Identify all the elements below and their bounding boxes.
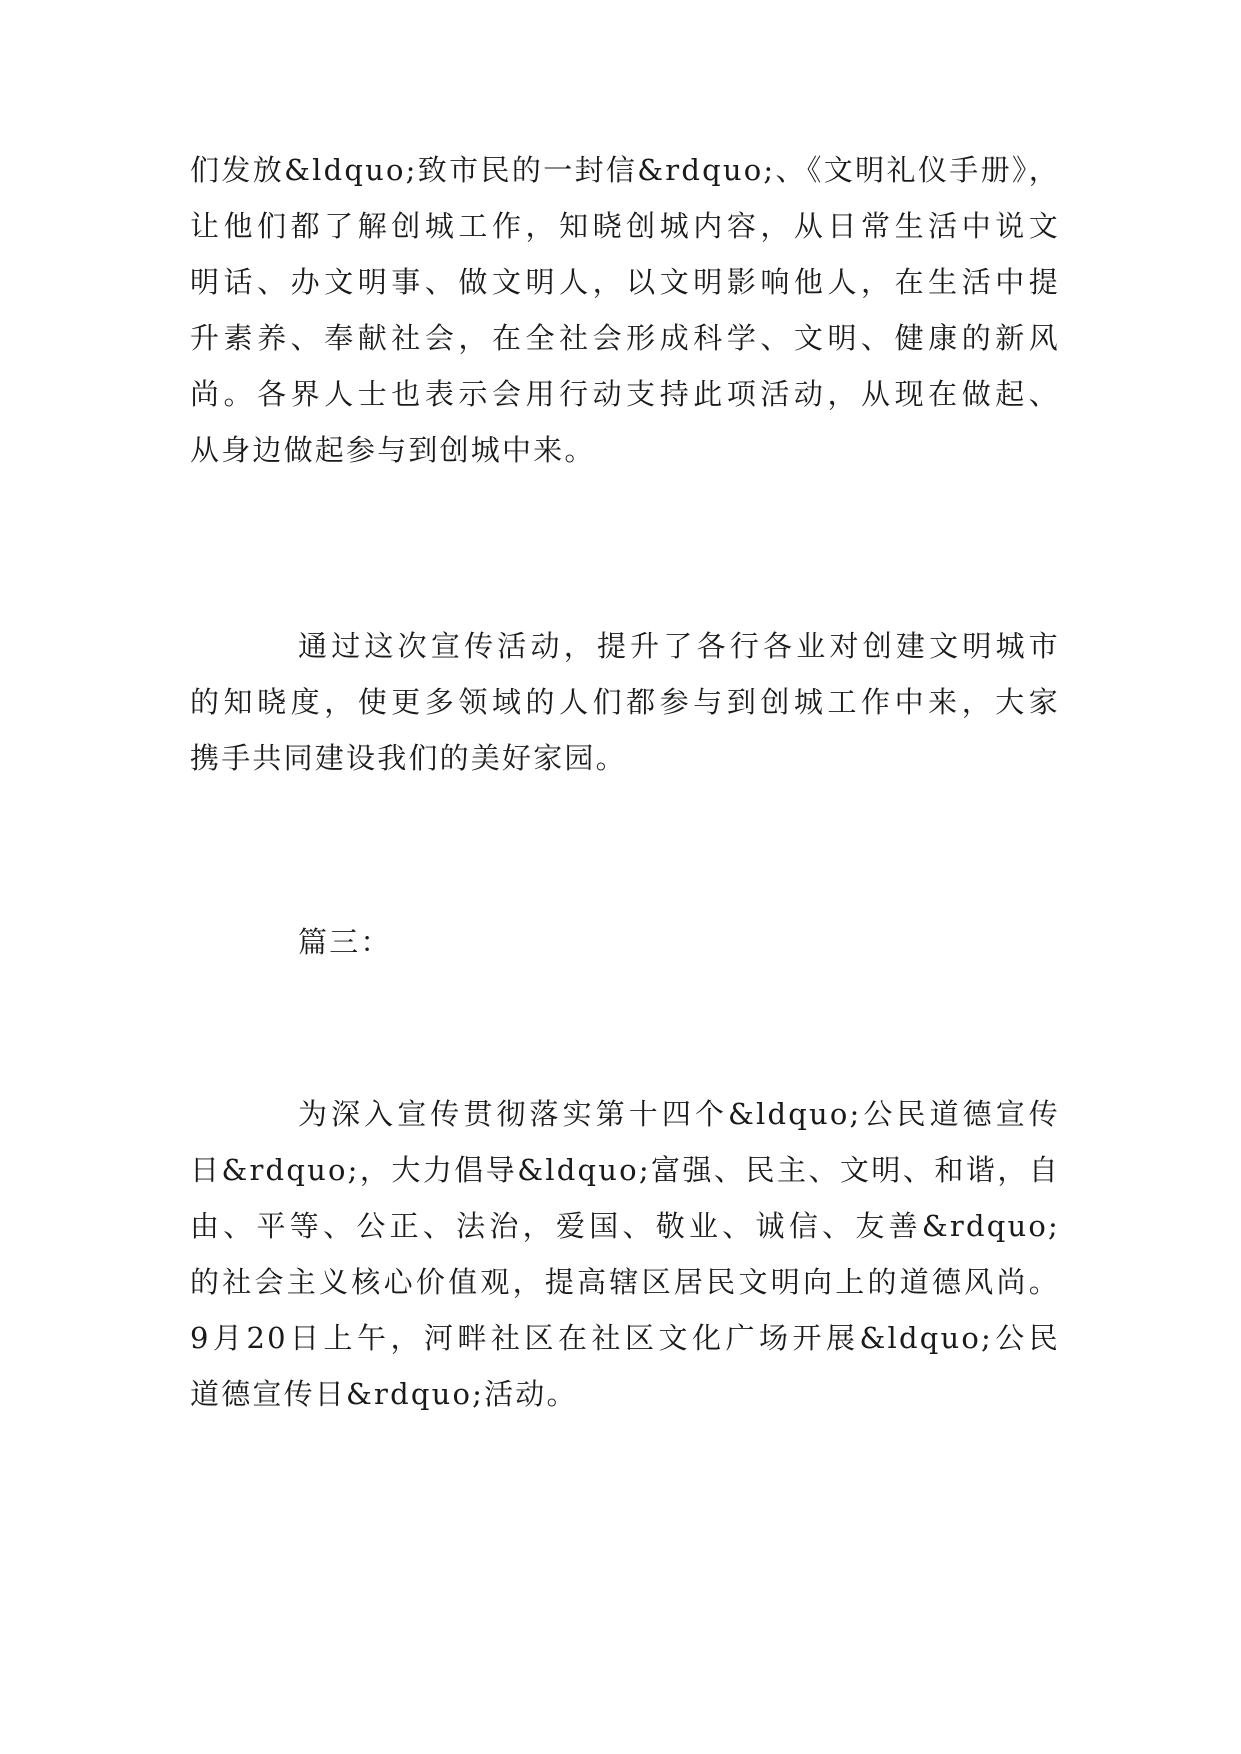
paragraph-1-line-6: 从身边做起参与到创城中来。 bbox=[190, 433, 596, 467]
paragraph-2-line-2: 的知晓度，使更多领域的人们都参与到创城工作中来，大家 bbox=[190, 685, 1060, 719]
paragraph-1-line-1: 们发放&ldquo;致市民的一封信&rdquo;、《文明礼仪手册》， bbox=[190, 153, 1060, 187]
paragraph-4-line-4: 的社会主义核心价值观，提高辖区居民文明向上的道德风尚。 bbox=[190, 1265, 1060, 1299]
paragraph-1-line-2: 让他们都了解创城工作，知晓创城内容，从日常生活中说文 bbox=[190, 209, 1060, 243]
paragraph-1-line-5: 尚。各界人士也表示会用行动支持此项活动，从现在做起、 bbox=[190, 377, 1060, 411]
paragraph-1-line-4: 升素养、奉献社会，在全社会形成科学、文明、健康的新风 bbox=[190, 321, 1060, 355]
paragraph-2-line-3: 携手共同建设我们的美好家园。 bbox=[190, 741, 627, 775]
paragraph-4-line-1: 为深入宣传贯彻落实第十四个&ldquo;公民道德宣传 bbox=[298, 1097, 1060, 1131]
paragraph-2-line-1: 通过这次宣传活动，提升了各行各业对创建文明城市 bbox=[298, 629, 1060, 663]
paragraph-4-line-3: 由、平等、公正、法治，爱国、敬业、诚信、友善&rdquo; bbox=[190, 1209, 1060, 1243]
paragraph-4-line-5: 9月20日上午，河畔社区在社区文化广场开展&ldquo;公民 bbox=[190, 1321, 1060, 1355]
paragraph-4-line-6: 道德宣传日&rdquo;活动。 bbox=[190, 1377, 578, 1411]
paragraph-4-line-2: 日&rdquo;，大力倡导&ldquo;富强、民主、文明、和谐，自 bbox=[190, 1153, 1060, 1187]
paragraph-1-line-3: 明话、办文明事、做文明人，以文明影响他人，在生活中提 bbox=[190, 265, 1060, 299]
section-heading: 篇三： bbox=[298, 925, 392, 959]
